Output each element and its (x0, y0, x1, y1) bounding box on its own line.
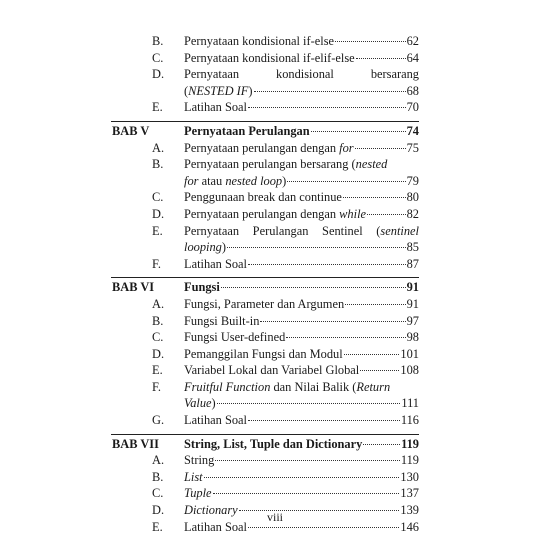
entry-title: Fungsi User-defined (184, 330, 286, 345)
chapter-code: BAB V (112, 123, 150, 138)
leader-dots (221, 287, 406, 288)
entry-page: 62 (406, 34, 419, 48)
entry-title: Pernyataan kondisional if-else (184, 34, 335, 48)
entry-page: 130 (400, 469, 419, 484)
entry-title: Variabel Lokal dan Variabel Global (184, 363, 360, 378)
entry-letter: E. (152, 100, 163, 115)
toc-entry (0, 362, 550, 379)
chapter-rule (111, 121, 419, 122)
entry-page: 87 (406, 256, 419, 271)
entry-letter: C. (152, 330, 164, 345)
entry-letter: A. (152, 453, 165, 468)
chapter-code: BAB VII (112, 436, 159, 451)
entry-page: 70 (406, 100, 419, 115)
toc-entry-continuation (0, 239, 550, 256)
entry-letter: G. (152, 413, 165, 428)
chapter-title: String, List, Tuple dan Dictionary (184, 436, 363, 451)
toc-entry-continuation (0, 83, 550, 100)
chapter-title: Pernyataan Perulangan (184, 123, 310, 138)
entry-page: 111 (401, 396, 419, 411)
entry-title: Penggunaan break dan continue (184, 190, 342, 205)
toc-entry (0, 33, 550, 50)
leader-dots (260, 321, 405, 322)
toc-entry-continuation (0, 395, 550, 412)
entry-title-line2: for atau nested loop) (184, 173, 287, 188)
entry-title-line1: Pernyataan Perulangan Sentinel (sentinel (184, 223, 419, 238)
toc-entry (0, 313, 550, 330)
entry-title: Pernyataan perulangan dengan while (184, 206, 367, 221)
leader-dots (344, 354, 400, 355)
toc-entry (0, 66, 550, 83)
entry-page: 119 (400, 453, 419, 468)
chapter-page: 74 (406, 123, 419, 138)
entry-page: 137 (400, 486, 419, 501)
page-number: viii (266, 510, 283, 524)
entry-title-line1: Fruitful Function dan Nilai Balik (Return (184, 379, 391, 394)
entry-page: 116 (400, 413, 419, 428)
entry-title: Dictionary (184, 503, 238, 518)
toc-entry (0, 329, 550, 346)
entry-page: 108 (400, 363, 419, 378)
entry-page: 64 (406, 50, 419, 65)
leader-dots (311, 131, 406, 132)
leader-dots (227, 247, 406, 248)
entry-letter: D. (152, 503, 165, 518)
entry-page: 101 (400, 346, 419, 361)
leader-dots (360, 370, 399, 371)
entry-title-line2: looping) (184, 240, 227, 255)
entry-title: Latihan Soal (184, 413, 247, 428)
leader-dots (248, 107, 406, 108)
leader-dots (217, 403, 401, 404)
entry-title: Latihan Soal (184, 519, 247, 534)
toc-entry (0, 156, 550, 173)
leader-dots (248, 264, 406, 265)
entry-page: 80 (406, 190, 419, 205)
toc-entry (0, 296, 550, 313)
entry-letter: F. (152, 256, 161, 271)
chapter-row (0, 436, 550, 453)
entry-title: Tuple (184, 486, 212, 501)
entry-letter: C. (152, 50, 164, 65)
entry-letter: F. (152, 379, 161, 394)
entry-letter: A. (152, 140, 165, 155)
entry-title-line2: (NESTED IF) (184, 83, 253, 98)
entry-title-line2: Value) (184, 396, 216, 411)
toc-entry (0, 189, 550, 206)
toc-entry (0, 379, 550, 396)
entry-letter: B. (152, 469, 164, 484)
leader-dots (363, 444, 400, 445)
entry-letter: E. (152, 363, 163, 378)
leader-dots (215, 460, 400, 461)
entry-title: Fungsi, Parameter dan Argumen (184, 296, 345, 311)
entry-page: 139 (400, 503, 419, 518)
entry-title: Fungsi Built-in (184, 313, 260, 328)
entry-letter: D. (152, 346, 165, 361)
entry-page: 68 (406, 83, 419, 98)
leader-dots (286, 337, 405, 338)
toc-entry (0, 452, 550, 469)
toc-entry-continuation (0, 173, 550, 190)
chapter-rule (111, 434, 419, 435)
entry-title: List (184, 469, 203, 484)
toc-entry (0, 223, 550, 240)
entry-title: Pernyataan kondisional if-elif-else (184, 50, 355, 65)
entry-title: Pernyataan perulangan dengan for (184, 140, 354, 155)
entry-title: Latihan Soal (184, 256, 247, 271)
entry-letter: E. (152, 223, 163, 238)
entry-page: 79 (406, 173, 419, 188)
entry-title: String (184, 453, 215, 468)
entry-letter: E. (152, 519, 163, 534)
entry-letter: C. (152, 190, 164, 205)
leader-dots (355, 148, 406, 149)
toc-entry (0, 412, 550, 429)
entry-letter: B. (152, 157, 164, 172)
leader-dots (335, 41, 406, 42)
leader-dots (345, 304, 405, 305)
entry-page: 146 (400, 519, 419, 534)
entry-title-line1: Pernyataan kondisional bersarang (184, 67, 419, 82)
toc-entry (0, 206, 550, 223)
leader-dots (343, 197, 406, 198)
chapter-row (0, 123, 550, 140)
leader-dots (213, 493, 400, 494)
entry-title: Latihan Soal (184, 100, 247, 115)
toc-entry (0, 485, 550, 502)
entry-letter: C. (152, 486, 164, 501)
leader-dots (248, 527, 399, 528)
chapter-page: 119 (401, 436, 419, 451)
leader-dots (367, 214, 406, 215)
entry-letter: B. (152, 34, 164, 48)
chapter-code: BAB VI (112, 280, 155, 295)
chapter-row (0, 279, 550, 296)
entry-page: 97 (406, 313, 419, 328)
chapter-rule (111, 277, 419, 278)
toc-entry (0, 469, 550, 486)
entry-title-line1: Pernyataan perulangan bersarang (nested (184, 157, 388, 172)
toc-entry (0, 99, 550, 116)
entry-letter: A. (152, 296, 165, 311)
leader-dots (254, 91, 406, 92)
leader-dots (356, 58, 406, 59)
entry-letter: B. (152, 313, 164, 328)
entry-title: Pemanggilan Fungsi dan Modul (184, 346, 343, 361)
toc-entry (0, 50, 550, 67)
toc-entry (0, 346, 550, 363)
chapter-page: 91 (406, 280, 419, 295)
entry-page: 85 (406, 240, 419, 255)
entry-page: 82 (406, 206, 419, 221)
table-of-contents (0, 33, 550, 535)
entry-page: 91 (406, 296, 419, 311)
entry-letter: D. (152, 206, 165, 221)
leader-dots (248, 420, 400, 421)
leader-dots (287, 181, 405, 182)
toc-entry (0, 140, 550, 157)
entry-page: 75 (406, 140, 419, 155)
entry-letter: D. (152, 67, 165, 82)
entry-page: 98 (406, 330, 419, 345)
toc-entry (0, 256, 550, 273)
chapter-title: Fungsi (184, 280, 220, 295)
leader-dots (204, 477, 400, 478)
